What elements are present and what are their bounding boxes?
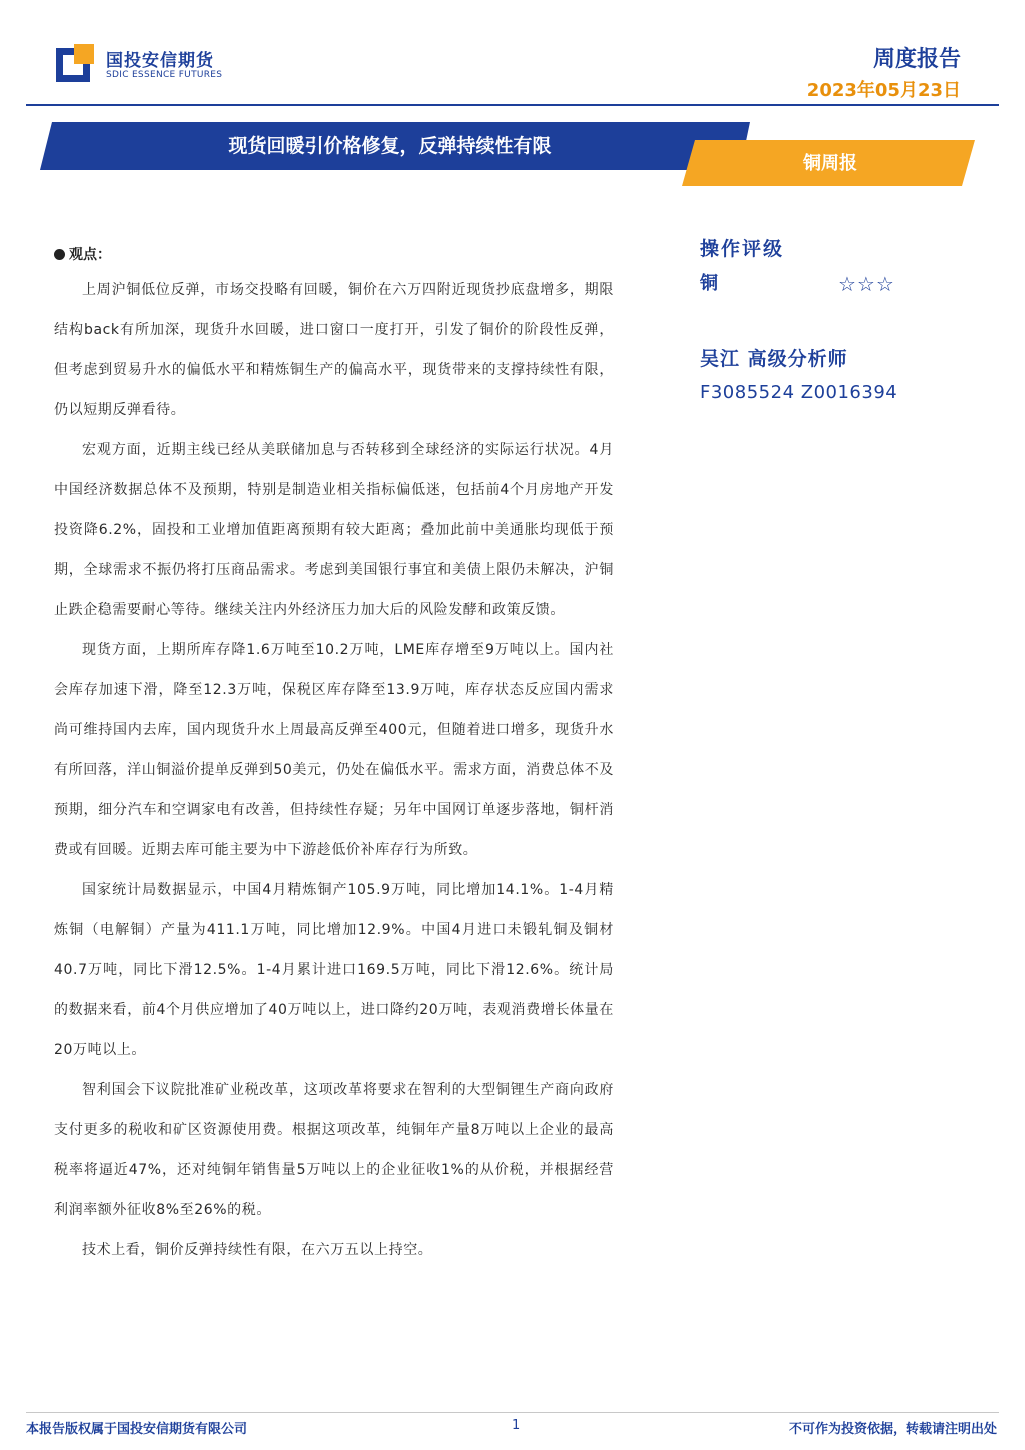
paragraph-technical: 技术上看，铜价反弹持续性有限，在六万五以上持空。 [82, 1242, 433, 1258]
logo-english-name: SDIC ESSENCE FUTURES [106, 70, 223, 80]
paragraph-macro: 宏观方面，近期主线已经从美联储加息与否转移到全球经济的实际运行状况。4月中国经济数据总体不及预期，特别是制造业相关指标偏低迷，包括前4个月房地产开发投资降6.2%，固投和工业增加值距离预期有较大距离；叠加此前中美通胀均现低于预期，全球需求不振仍将打压商品需求。考虑到美国银行事宜和美债上限仍未解决，沪铜止跌企稳需要耐心等待。继续关注内外经济压力加大后的风险发酵和政策反馈。 [54, 442, 614, 618]
paragraph-market-overview: 上周沪铜低位反弹，市场交投略有回暖，铜价在六万四附近现货抄底盘增多，期限结构back有所加深，现货升水回暖，进口窗口一度打开，引发了铜价的阶段性反弹，但考虑到贸易升水的偏低水平和精炼铜生产的偏高水平，现货带来的支撑持续性有限，仍以短期反弹看待。 [54, 282, 614, 418]
footer-divider [26, 1412, 999, 1413]
rating-item-label: 铜 [700, 273, 718, 294]
bullet-icon [54, 249, 65, 260]
sidebar [700, 232, 960, 410]
report-type: 周度报告 [872, 47, 961, 72]
main-content [54, 240, 614, 1270]
rating-row [700, 266, 960, 302]
report-category-tag: 铜周报 [803, 153, 857, 174]
page-number: 1 [512, 1418, 521, 1433]
viewpoint-heading [54, 240, 614, 270]
rating-heading: 操作评级 [700, 238, 785, 260]
report-date: 2023年05月23日 [806, 80, 961, 101]
header-divider [26, 104, 999, 106]
footer-copyright: 本报告版权属于国投安信期货有限公司 [26, 1422, 248, 1437]
footer-disclaimer: 不可作为投资依据，转载请注明出处 [788, 1422, 997, 1437]
company-logo-mark [56, 44, 94, 82]
viewpoint-label: 观点： [69, 247, 111, 263]
star-rating-icon: ☆☆☆ [838, 272, 895, 296]
report-title: 现货回暖引价格修复，反弹持续性有限 [228, 135, 552, 157]
paragraph-statistics: 国家统计局数据显示，中国4月精炼铜产105.9万吨，同比增加14.1%。1-4月精炼铜（电解铜）产量为411.1万吨，同比增加12.9%。中国4月进口未锻轧铜及铜材40.7万吨，同比下滑12.5%。1-4月累计进口169.5万吨，同比下滑12.6%。统计局的数据来看，前4个月供应增加了40万吨以上，进口降约20万吨，表观消费增长体量在20万吨以上。 [54, 882, 614, 1058]
logo-chinese-name: 国投安信期货 [106, 51, 214, 71]
paragraph-spot: 现货方面，上期所库存降1.6万吨至10.2万吨，LME库存增至9万吨以上。国内社会库存加速下滑，降至12.3万吨，保税区库存降至13.9万吨，库存状态反应国内需求尚可维持国内去库，国内现货升水上周最高反弹至400元，但随着进口增多，现货升水有所回落，洋山铜溢价提单反弹到50美元，仍处在偏低水平。需求方面，消费总体不及预期，细分汽车和空调家电有改善，但持续性存疑；另年中国网订单逐步落地，铜杆消费或有回暖。近期去库可能主要为中下游趁低价补库存行为所致。 [54, 642, 614, 858]
paragraph-chile-tax: 智利国会下议院批准矿业税改革，这项改革将要求在智利的大型铜锂生产商向政府支付更多的税收和矿区资源使用费。根据这项改革，纯铜年产量8万吨以上企业的最高税率将逼近47%，还对纯铜年销售量5万吨以上的企业征收1%的从价税，并根据经营利润率额外征收8%至26%的税。 [54, 1082, 614, 1218]
analyst-name: 吴江 高级分析师 [700, 348, 848, 370]
analyst-license: F3085524 Z0016394 [700, 382, 898, 403]
company-logo [56, 44, 256, 88]
